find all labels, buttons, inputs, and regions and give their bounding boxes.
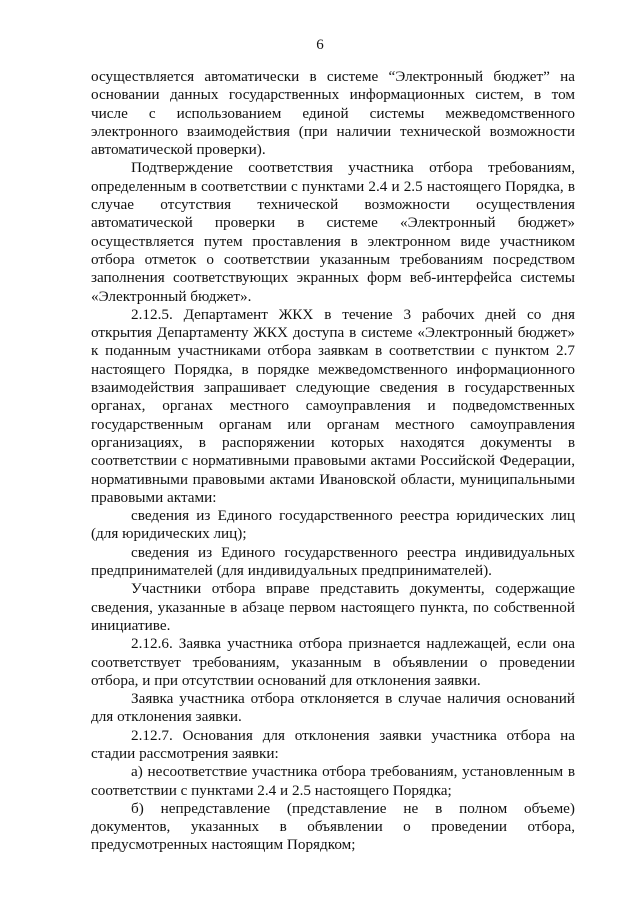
- page-number: 6: [316, 37, 324, 53]
- paragraph-3: 2.12.5. Департамент ЖКХ в течение 3 рабочих дней со дня открытия Департаменту ЖКХ доступа в системе «Электронный бюджет» к поданным участниками отбора заявкам в соответствии с пунктом 2.7 настоящего Порядка, в порядке межведомственного информационного взаимодействия запрашивает следующие сведения в государственных органах, органах местного самоуправления и подведомственных государственным органам или органам местного самоуправления организациях, в распоряжении которых находятся документы в соответствии с нормативными правовыми актами Российской Федерации, нормативными правовыми актами Ивановской области, муниципальными правовыми актами:: [91, 305, 575, 506]
- paragraph-1: осуществляется автоматически в системе “Электронный бюджет” на основании данных государственных информационных систем, в том числе с использованием единой системы межведомственного электронного взаимодействия (при наличии технической возможности автоматической проверки).: [91, 68, 575, 159]
- paragraph-7: 2.12.6. Заявка участника отбора признается надлежащей, если она соответствует требованиям, указанным в объявлении о проведении отбора, и при отсутствии оснований для отклонения заявки.: [91, 635, 575, 689]
- paragraph-10: а) несоответствие участника отбора требованиям, установленным в соответствии с пунктами 2.4 и 2.5 настоящего Порядка;: [91, 763, 575, 799]
- paragraph-6: Участники отбора вправе представить документы, содержащие сведения, указанные в абзаце первом настоящего пункта, по собственной инициативе.: [91, 580, 575, 634]
- paragraph-4: сведения из Единого государственного реестра юридических лиц (для юридических лиц);: [91, 507, 575, 543]
- paragraph-5: сведения из Единого государственного реестра индивидуальных предпринимателей (для индивидуальных предпринимателей).: [91, 543, 575, 580]
- paragraph-8: Заявка участника отбора отклоняется в случае наличия оснований для отклонения заявки.: [91, 690, 575, 726]
- paragraph-11: б) непредставление (представление не в полном объеме) документов, указанных в объявлении о проведении отбора, предусмотренных настоящим Порядком;: [91, 799, 575, 854]
- paragraph-9: 2.12.7. Основания для отклонения заявки участника отбора на стадии рассмотрения заявки:: [91, 726, 575, 762]
- paragraph-2: Подтверждение соответствия участника отбора требованиям, определенным в соответствии с пунктами 2.4 и 2.5 настоящего Порядка, в случае отсутствия технической возможности осуществления автоматической проверки в системе «Электронный бюджет» осуществляется путем проставления в электронном виде участником отбора отметок о соответствии указанным требованиям посредством заполнения соответствующих экранных форм веб-интерфейса системы «Электронный бюджет».: [91, 159, 575, 305]
- document-body: [91, 68, 575, 855]
